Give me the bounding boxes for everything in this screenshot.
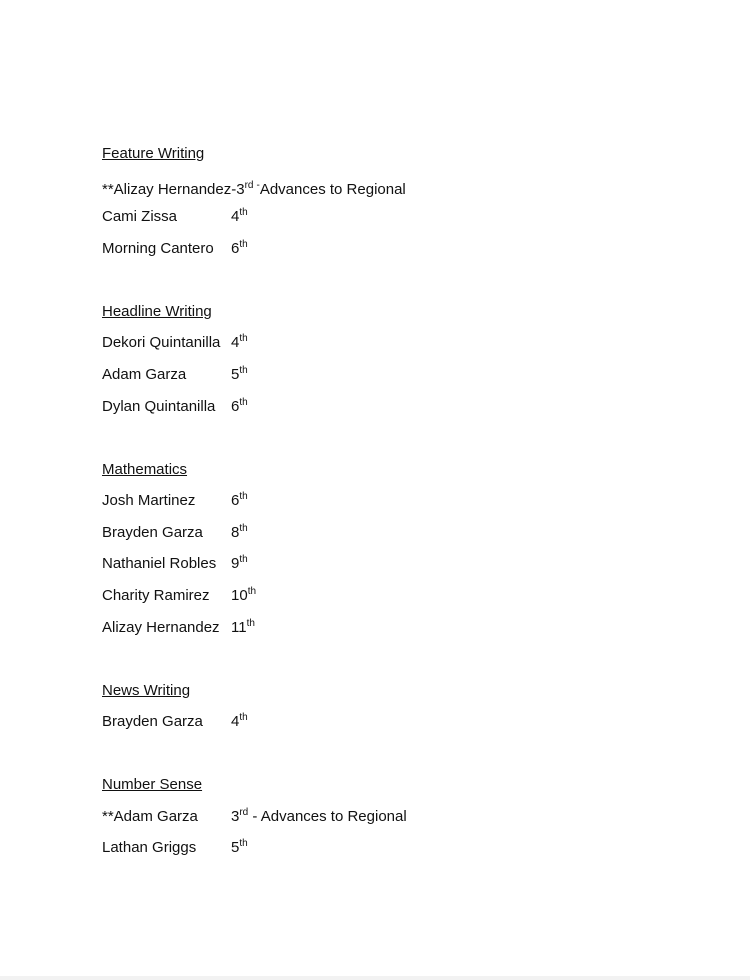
dash-mark: - xyxy=(256,179,260,191)
place-number: 6 xyxy=(231,239,240,257)
result-row xyxy=(102,238,702,260)
place-number: 4 xyxy=(231,713,240,731)
result-row xyxy=(102,585,702,607)
result-row xyxy=(102,806,702,828)
place-suffix: rd xyxy=(239,806,249,818)
result-row xyxy=(102,206,702,228)
result-name: Cami Zissa xyxy=(102,208,178,226)
result-name: Charity Ramirez xyxy=(102,586,210,604)
result-place xyxy=(231,490,248,512)
result-place xyxy=(231,711,248,733)
section-heading-news-writing: News Writing xyxy=(102,681,191,699)
result-row xyxy=(102,711,702,733)
place-number: 8 xyxy=(231,523,240,541)
place-suffix: th xyxy=(239,712,248,724)
result-name: Nathaniel Robles xyxy=(102,555,217,573)
result-row xyxy=(102,332,702,354)
result-row xyxy=(102,490,702,512)
result-name: Dekori Quintanilla xyxy=(102,334,221,352)
result-row xyxy=(102,396,702,418)
section-heading-headline-writing: Headline Writing xyxy=(102,302,212,320)
result-row xyxy=(102,175,702,197)
section-gap xyxy=(102,418,702,459)
result-place xyxy=(231,206,248,228)
place-number: 4 xyxy=(231,208,240,226)
place-number: 10 xyxy=(231,586,248,604)
place-suffix: th xyxy=(247,585,257,597)
result-place xyxy=(231,585,256,607)
result-name: Morning Cantero xyxy=(102,239,214,257)
place-number: 11 xyxy=(231,618,247,636)
section-gap xyxy=(102,639,702,680)
place-number: 5 xyxy=(231,365,240,383)
result-place xyxy=(231,238,248,260)
result-place xyxy=(231,332,248,354)
result-place xyxy=(231,396,248,418)
place-suffix: th xyxy=(239,491,248,503)
place-suffix: th xyxy=(239,838,248,850)
section-heading-number-sense: Number Sense xyxy=(102,776,203,794)
result-row xyxy=(102,837,702,859)
result-name: **Adam Garza xyxy=(102,807,198,825)
place-suffix: th xyxy=(239,364,248,376)
place-suffix: th xyxy=(246,617,255,629)
place-suffix: rd xyxy=(244,179,254,191)
result-line xyxy=(102,175,406,201)
result-row xyxy=(102,553,702,575)
result-place xyxy=(231,522,248,544)
place-number: 6 xyxy=(231,492,240,510)
result-name: Josh Martinez xyxy=(102,492,196,510)
place-number: 6 xyxy=(231,397,240,415)
results-list xyxy=(102,143,702,859)
result-place xyxy=(231,806,407,828)
place-suffix: th xyxy=(239,522,248,534)
result-note: Advances to Regional xyxy=(259,180,406,198)
result-name: Adam Garza xyxy=(102,365,187,383)
section-heading-mathematics: Mathematics xyxy=(102,460,188,478)
result-place xyxy=(231,837,248,859)
place-suffix: th xyxy=(239,207,248,219)
place-suffix: th xyxy=(239,396,248,408)
result-name: Dylan Quintanilla xyxy=(102,397,216,415)
result-row xyxy=(102,617,702,639)
result-place xyxy=(231,617,255,639)
place-number: 5 xyxy=(231,839,240,857)
result-name: Brayden Garza xyxy=(102,713,203,731)
section-heading-feature-writing: Feature Writing xyxy=(102,145,205,162)
place-suffix: th xyxy=(239,333,248,345)
place-number: 9 xyxy=(231,555,240,573)
place-number: 3 xyxy=(231,807,240,825)
place-suffix: th xyxy=(239,238,248,250)
result-place xyxy=(231,553,248,575)
section-gap xyxy=(102,733,702,774)
result-note: - Advances to Regional xyxy=(248,807,407,825)
result-row xyxy=(102,522,702,544)
section-gap xyxy=(102,260,702,301)
result-name: **Alizay Hernandez-3 xyxy=(102,180,245,198)
result-row xyxy=(102,364,702,386)
result-name: Brayden Garza xyxy=(102,523,203,541)
result-name: Lathan Griggs xyxy=(102,839,197,857)
place-suffix: th xyxy=(239,554,248,566)
place-number: 4 xyxy=(231,334,240,352)
result-name: Alizay Hernandez xyxy=(102,618,220,636)
result-place xyxy=(231,364,248,386)
